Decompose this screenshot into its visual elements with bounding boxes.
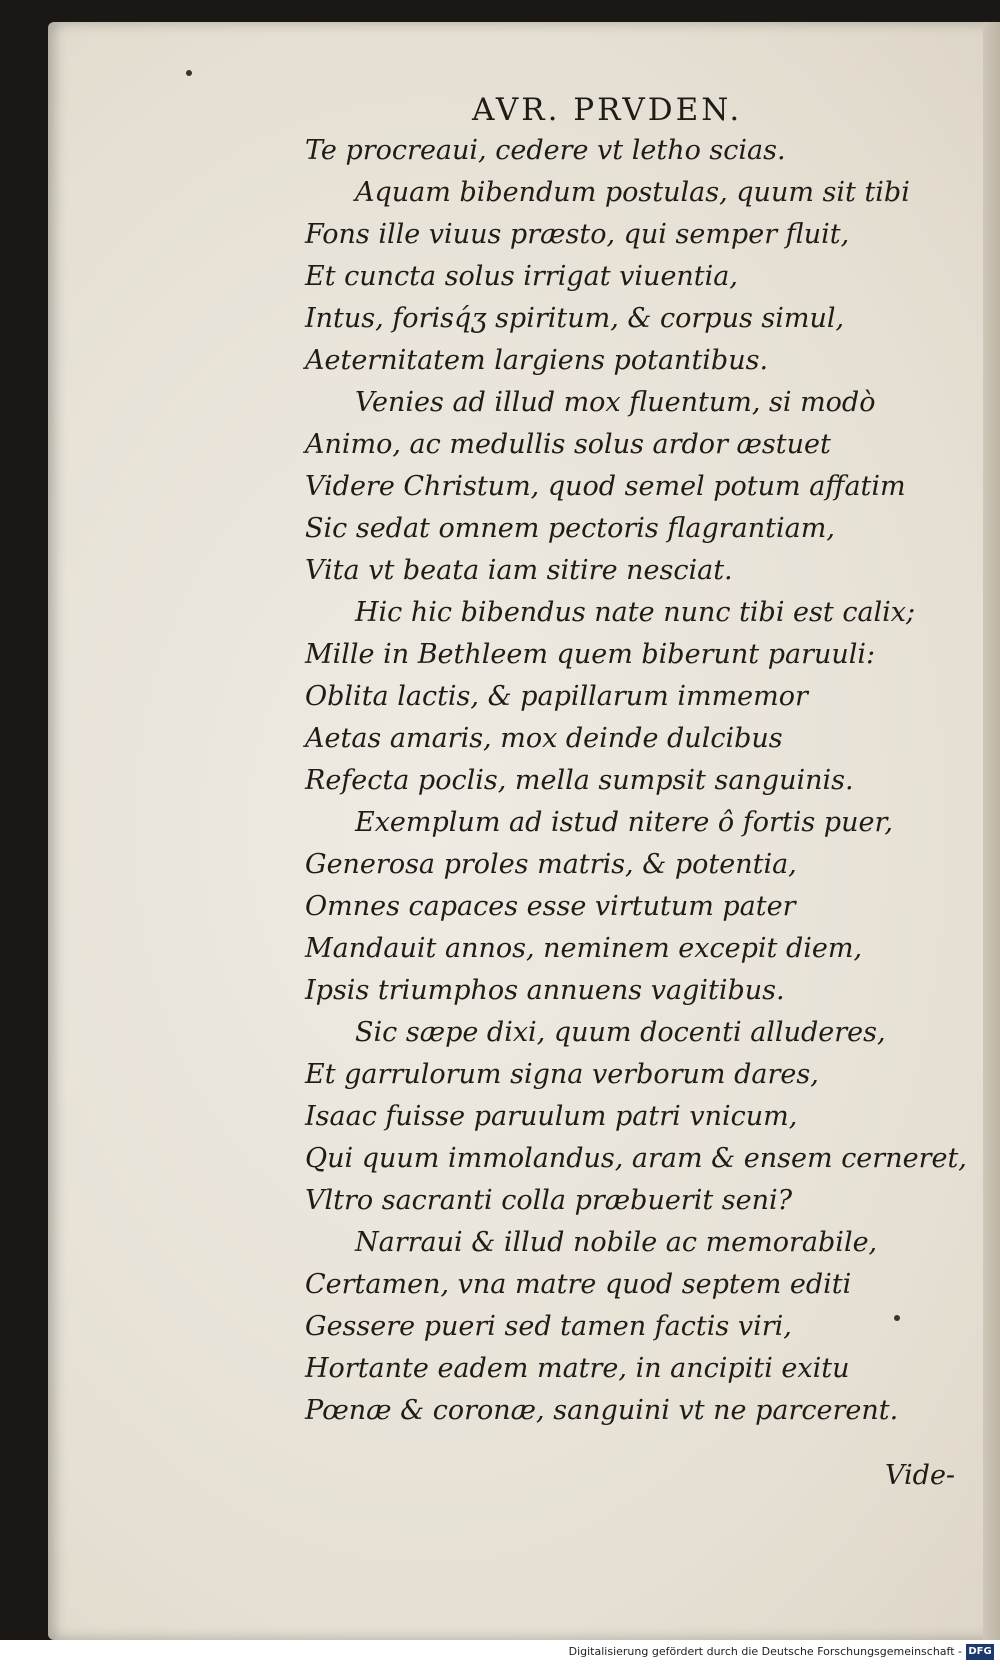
dfg-logo: DFG [966, 1644, 994, 1660]
verse-line: Generosa proles matris, & potentia, [305, 849, 797, 880]
verse-line: Hic hic bibendus nate nunc tibi est calix; [355, 597, 916, 628]
page-edge [983, 22, 1000, 1640]
verse-line: Narraui & illud nobile ac memorabile, [355, 1227, 878, 1258]
verse-line: Hortante eadem matre, in ancipiti exitu [305, 1353, 850, 1384]
verse-line: Sic sæpe dixi, quum docenti alluderes, [355, 1017, 886, 1048]
verse-line: Aetas amaris, mox deinde dulcibus [305, 723, 783, 754]
verse-line: Videre Christum, quod semel potum affatim [305, 471, 906, 502]
verse-line: Vita vt beata iam sitire nesciat. [305, 555, 733, 586]
verse-line: Vltro sacranti colla præbuerit seni? [305, 1185, 793, 1216]
verse-line: Oblita lactis, & papillarum immemor [305, 681, 808, 712]
footer-credit: Digitalisierung gefördert durch die Deutsche Forschungsgemeinschaft - [568, 1645, 962, 1658]
verse-line: Pœnæ & coronæ, sanguini vt ne parcerent. [305, 1395, 899, 1426]
verse-line: Et cuncta solus irrigat viuentia, [305, 261, 738, 292]
verse-line: Intus, forisq́ʒ spiritum, & corpus simul, [305, 303, 845, 334]
verse-line: Animo, ac medullis solus ardor æstuet [305, 429, 831, 460]
poem-text [305, 130, 967, 1432]
verse-line: Refecta poclis, mella sumpsit sanguinis. [305, 765, 854, 796]
verse-line: Omnes capaces esse virtutum pater [305, 891, 796, 922]
verse-line: Mandauit annos, neminem excepit diem, [305, 933, 863, 964]
verse-line: Exemplum ad istud nitere ô fortis puer, [355, 807, 893, 838]
verse-line: Et garrulorum signa verborum dares, [305, 1059, 819, 1090]
verse-line: Ipsis triumphos annuens vagitibus. [305, 975, 785, 1006]
verse-line: Sic sedat omnem pectoris flagrantiam, [305, 513, 835, 544]
verse-line: Fons ille viuus præsto, qui semper fluit, [305, 219, 850, 250]
running-head: AVR. PRVDEN. [472, 92, 743, 128]
verse-line: Aquam bibendum postulas, quum sit tibi [355, 177, 910, 208]
verse-line: Certamen, vna matre quod septem editi [305, 1269, 852, 1300]
catchword: Vide- [885, 1460, 956, 1491]
verse-line: Isaac fuisse paruulum patri vnicum, [305, 1101, 798, 1132]
verse-line: Aeternitatem largiens potantibus. [305, 345, 769, 376]
verse-line: Gessere pueri sed tamen factis viri, [305, 1311, 792, 1342]
verse-line: Venies ad illud mox fluentum, si modò [355, 387, 876, 418]
ink-speck [186, 70, 192, 76]
verse-line: Mille in Bethleem quem biberunt paruuli: [305, 639, 876, 670]
verse-line: Qui quum immolandus, aram & ensem cerneret, [305, 1143, 967, 1174]
verse-line: Te procreaui, cedere vt letho scias. [305, 135, 786, 166]
